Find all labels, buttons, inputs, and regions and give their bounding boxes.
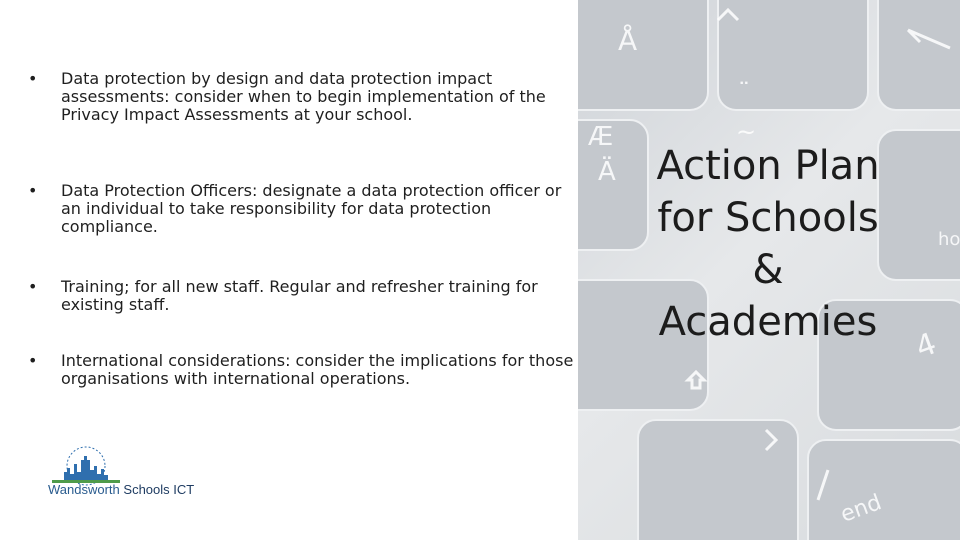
bullet-text: Data protection by design and data protection impact assessments: consider when to begin implementation of the Privacy Impact Assessments at your school. bbox=[61, 69, 546, 124]
bullet-text: Training; for all new staff. Regular and refresher training for existing staff. bbox=[61, 277, 538, 314]
key-glyph: Æ bbox=[588, 122, 614, 152]
key-glyph: end bbox=[837, 490, 885, 528]
title-line: Action Plan bbox=[656, 143, 880, 189]
bullet-marker: • bbox=[28, 69, 38, 88]
title-line: Academies bbox=[658, 299, 878, 345]
bullet-text: Data Protection Officers: designate a data protection officer or an individual to take responsibility for data protection compliance. bbox=[61, 181, 562, 236]
bullet-marker: • bbox=[28, 181, 38, 200]
bullet-item bbox=[28, 278, 581, 314]
skyline-icon bbox=[50, 442, 122, 486]
bullet-text: International considerations: consider the implications for those organisations with international operations. bbox=[61, 351, 574, 388]
bullet-item bbox=[28, 70, 581, 124]
title-line: & bbox=[752, 247, 784, 293]
key-glyph: Å bbox=[618, 24, 638, 57]
title-line: for Schools bbox=[657, 195, 879, 241]
key-glyph: 4 bbox=[911, 326, 941, 366]
bullet-marker: • bbox=[28, 351, 38, 370]
bullet-item bbox=[28, 352, 581, 388]
logo-name-secondary: Schools ICT bbox=[123, 482, 195, 497]
wandsworth-logo bbox=[44, 442, 204, 498]
key-glyph: Ä bbox=[598, 157, 616, 187]
bullet-marker: • bbox=[28, 277, 38, 296]
slide-title bbox=[618, 140, 918, 348]
key-glyph: ~ bbox=[736, 118, 757, 146]
logo-name-primary: Wandsworth bbox=[48, 482, 120, 497]
key-glyph: ho bbox=[938, 229, 960, 250]
bullet-item bbox=[28, 182, 581, 236]
logo-text bbox=[48, 482, 194, 497]
keyboard-background-panel bbox=[578, 0, 960, 540]
key-glyph: ¨ bbox=[738, 78, 750, 106]
